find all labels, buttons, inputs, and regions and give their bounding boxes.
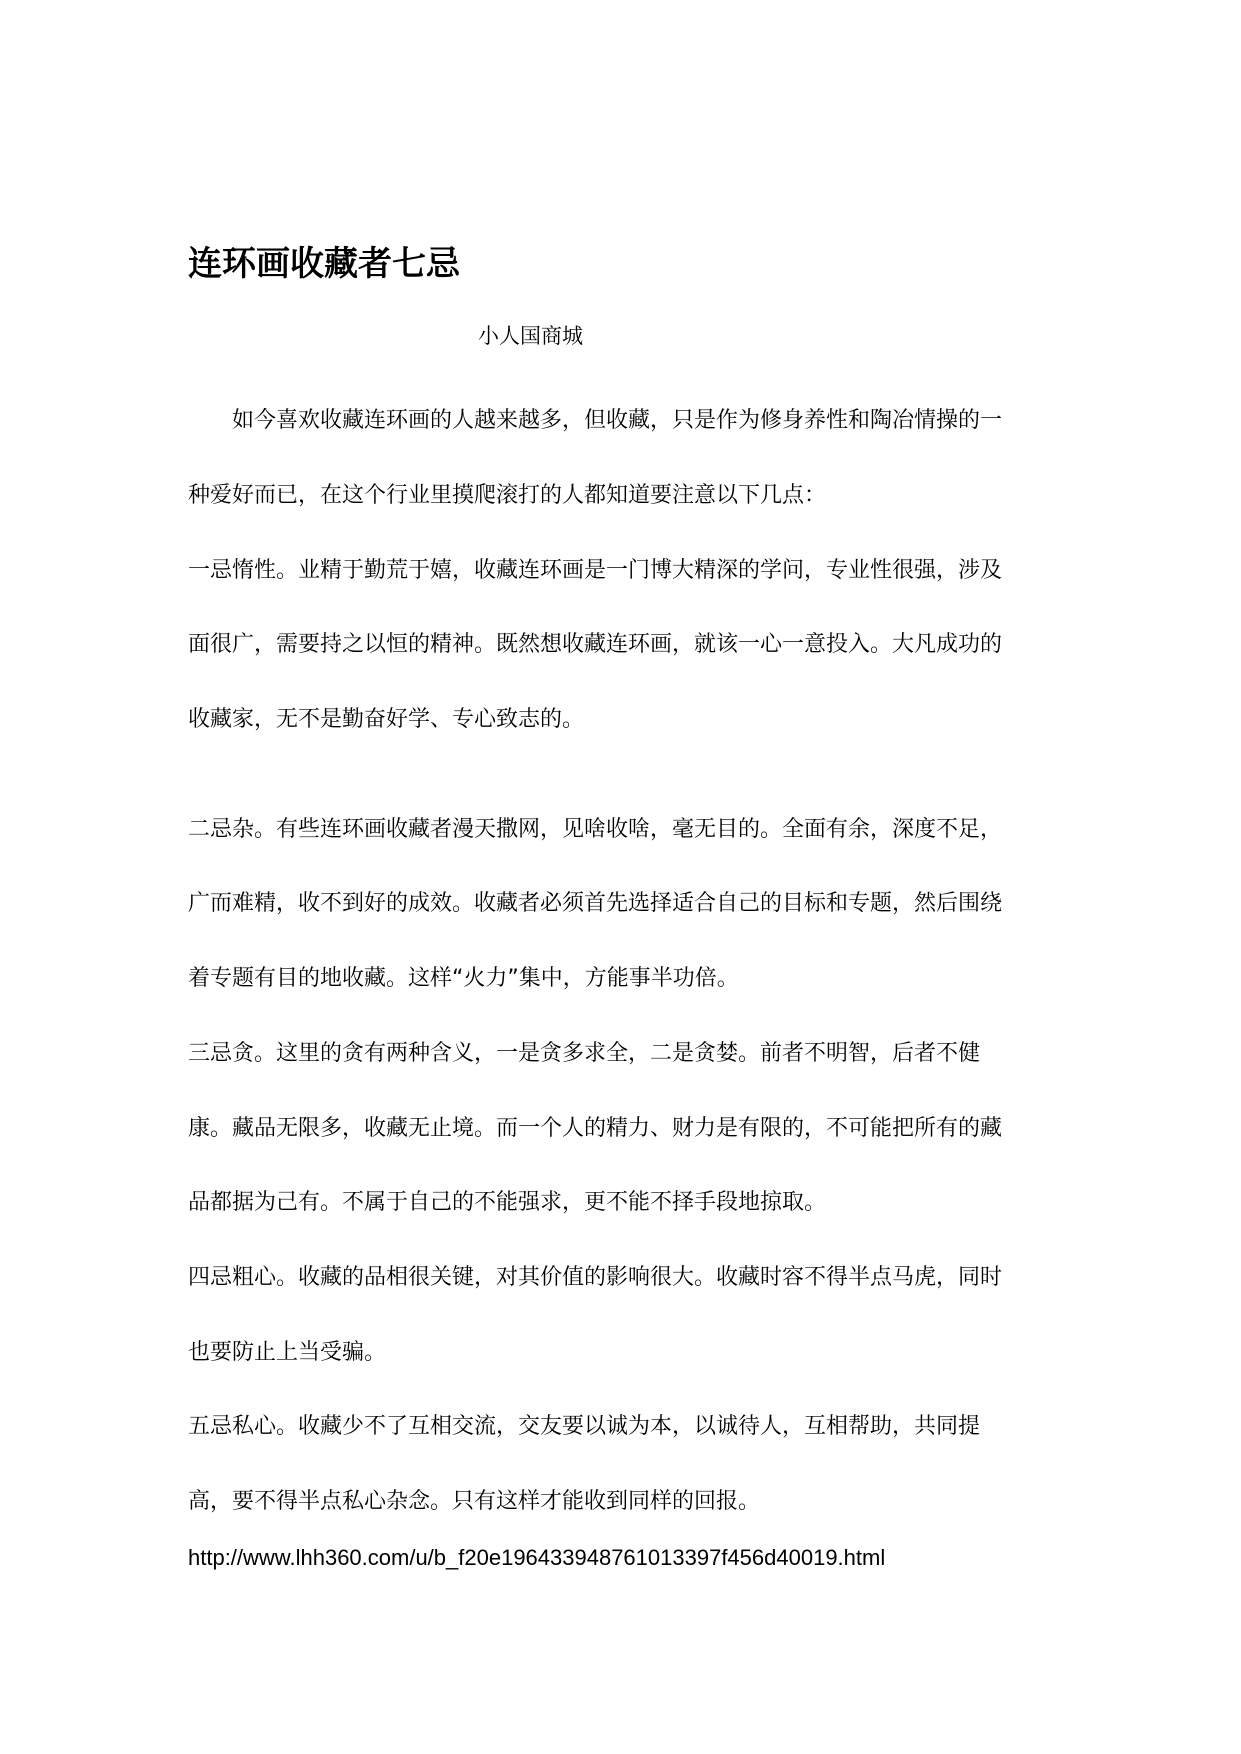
body-line: 二忌杂。有些连环画收藏者漫天撒网，见啥收啥，毫无目的。全面有余，深度不足， <box>188 817 1003 842</box>
body-line: 四忌粗心。收藏的品相很关键，对其价值的影响很大。收藏时容不得半点马虎，同时 <box>188 1265 1003 1290</box>
body-line: 收藏家，无不是勤奋好学、专心致志的。 <box>188 707 585 732</box>
body-line: 如今喜欢收藏连环画的人越来越多，但收藏，只是作为修身养性和陶冶情操的一 <box>188 408 1003 433</box>
body-line: 着专题有目的地收藏。这样“火力”集中，方能事半功倍。 <box>188 966 739 991</box>
source-url: http://www.lhh360.com/u/b_f20e196433948761013397f456d40019.html <box>188 1545 886 1570</box>
body-line: 五忌私心。收藏少不了互相交流，交友要以诚为本，以诚待人，互相帮助，共同提 <box>188 1414 981 1439</box>
document-title: 连环画收藏者七忌 <box>188 244 460 284</box>
body-line: 也要防止上当受骗。 <box>188 1340 387 1365</box>
body-line: 面很广，需要持之以恒的精神。既然想收藏连环画，就该一心一意投入。大凡成功的 <box>188 632 1003 657</box>
document-author: 小人国商城 <box>478 324 583 348</box>
body-line: 一忌惰性。业精于勤荒于嬉，收藏连环画是一门博大精深的学问，专业性很强，涉及 <box>188 558 1003 583</box>
body-line: 种爱好而已，在这个行业里摸爬滚打的人都知道要注意以下几点： <box>188 483 827 508</box>
body-line: 三忌贪。这里的贪有两种含义，一是贪多求全，二是贪婪。前者不明智，后者不健 <box>188 1041 981 1066</box>
body-line: 康。藏品无限多，收藏无止境。而一个人的精力、财力是有限的，不可能把所有的藏 <box>188 1116 1003 1141</box>
body-line: 广而难精，收不到好的成效。收藏者必须首先选择适合自己的目标和专题，然后围绕 <box>188 891 1003 916</box>
body-line: 品都据为己有。不属于自己的不能强求，更不能不择手段地掠取。 <box>188 1190 827 1215</box>
body-line: 高，要不得半点私心杂念。只有这样才能收到同样的回报。 <box>188 1489 761 1514</box>
